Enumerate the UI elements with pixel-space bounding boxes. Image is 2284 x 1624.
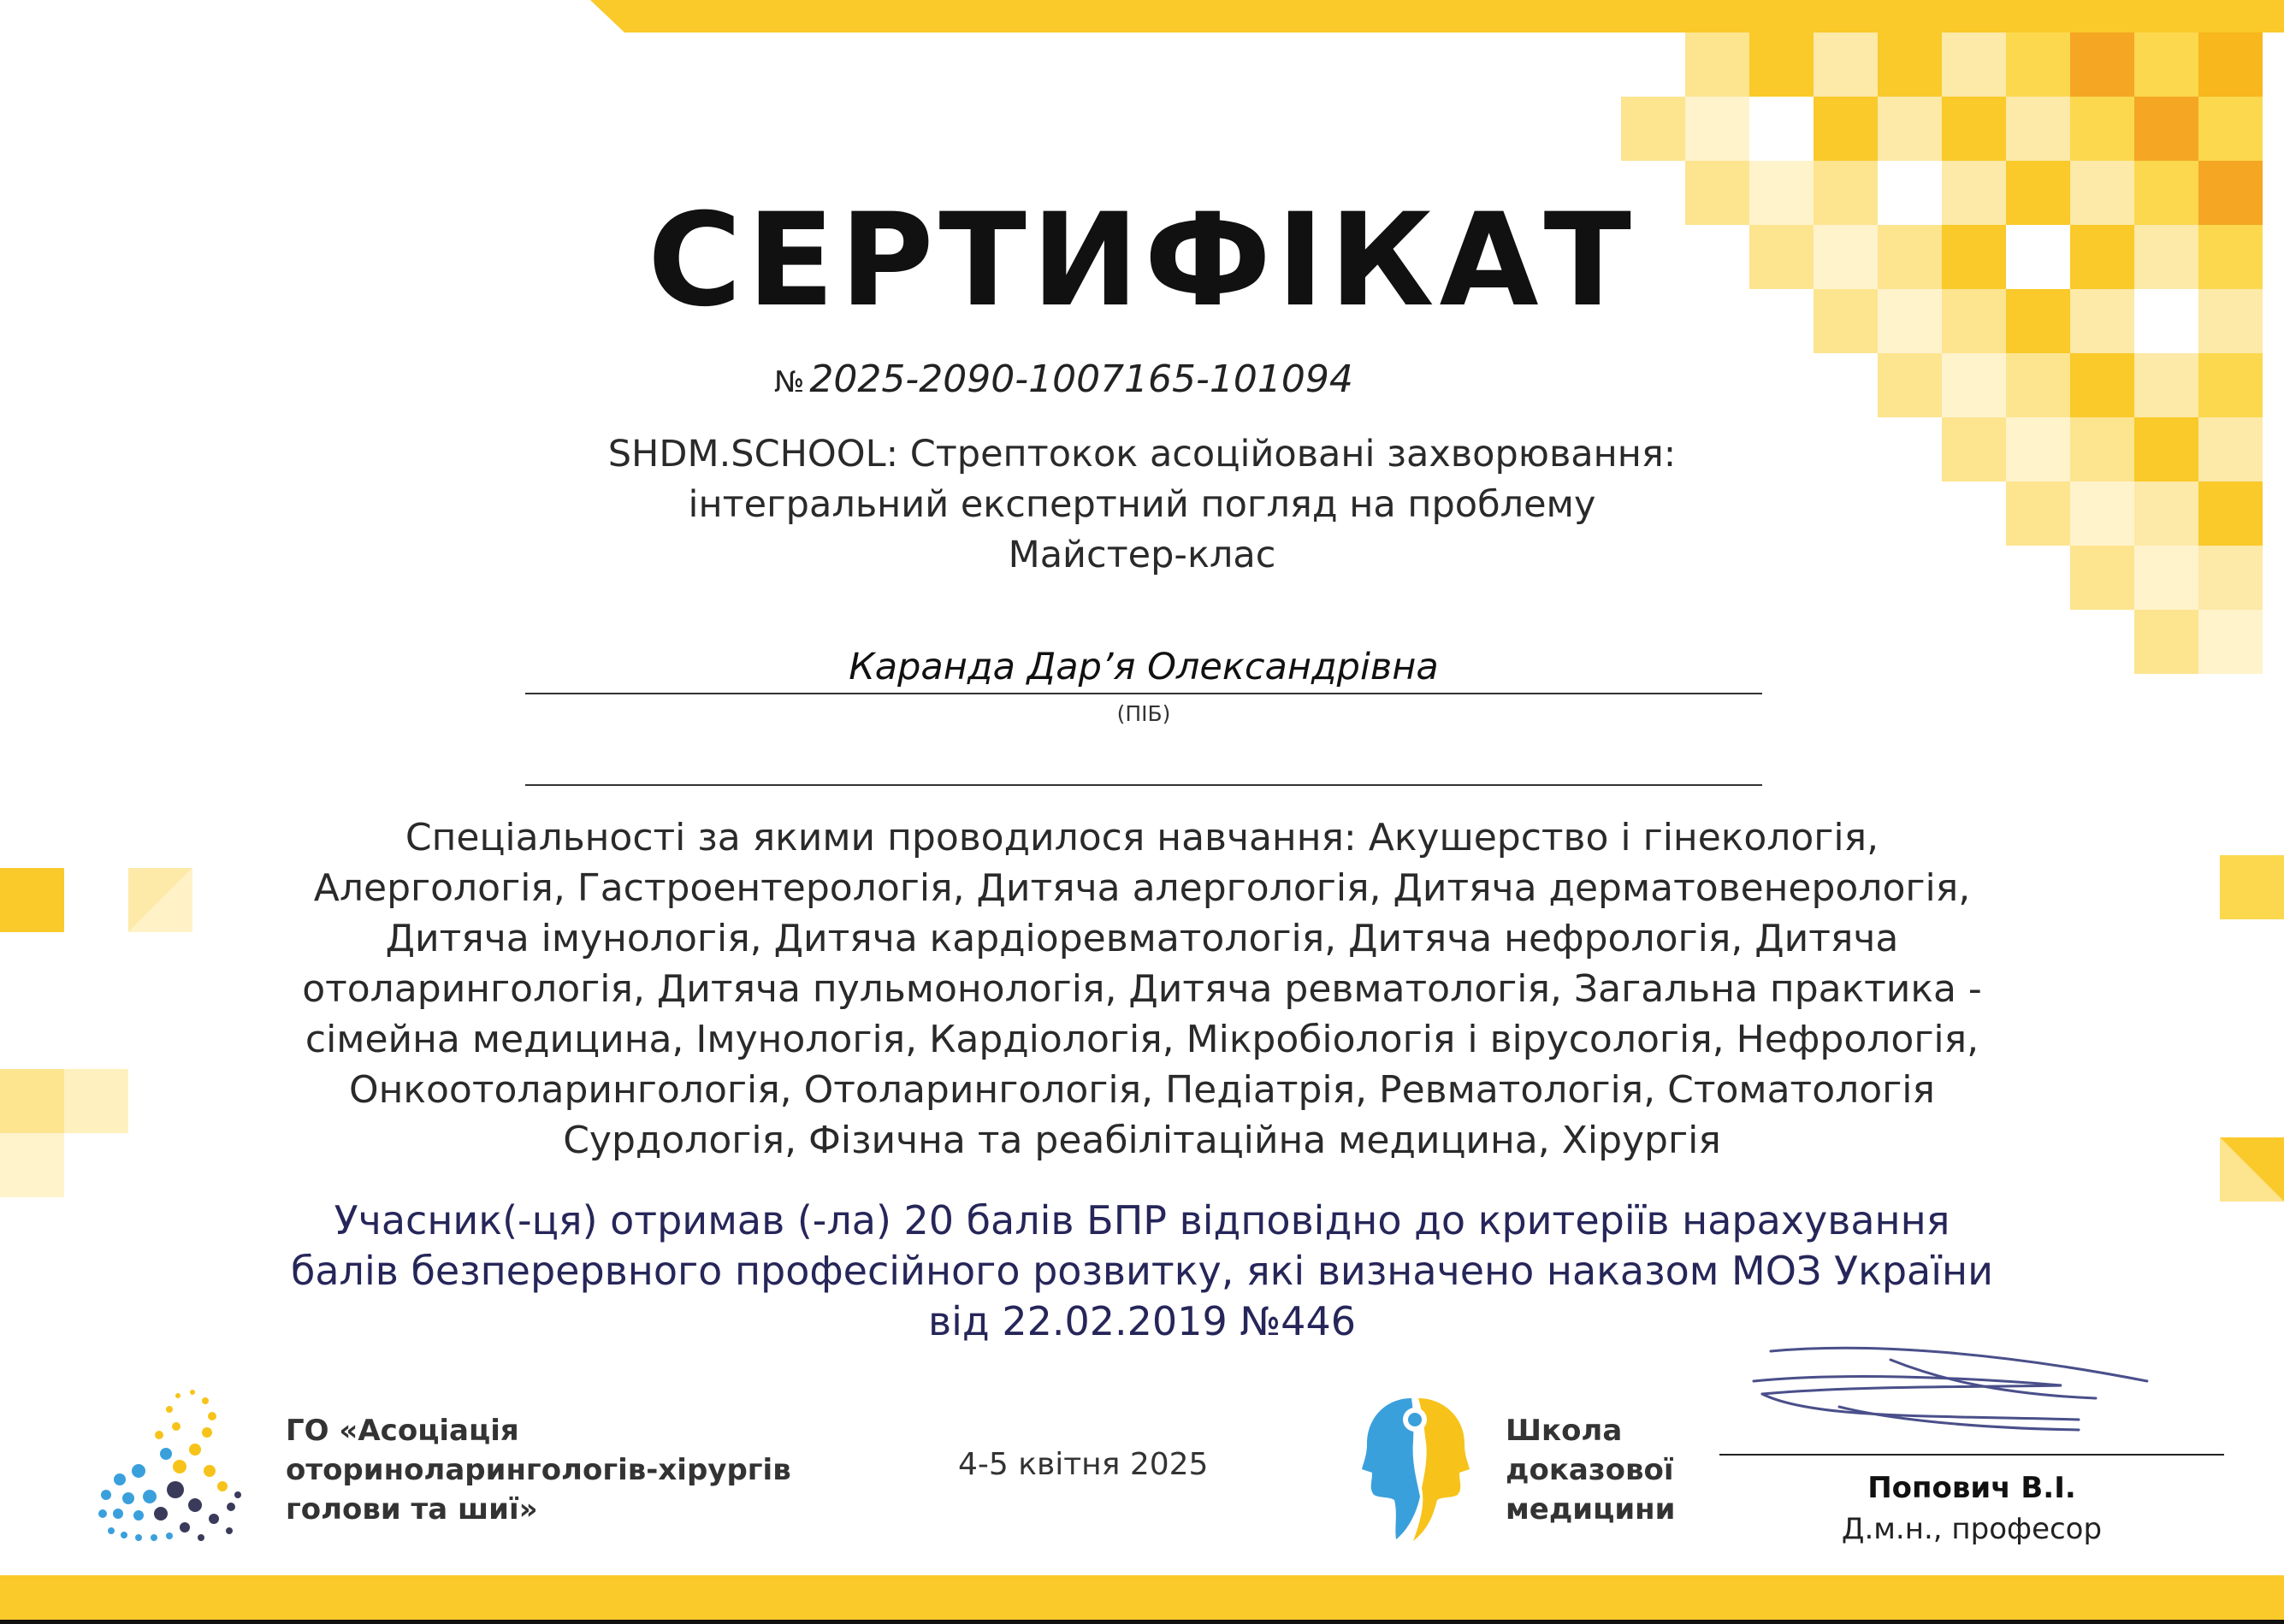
mosaic-tile [2198,610,2263,674]
signatory-name: Попович В.І. [1867,1471,2076,1505]
school-line: доказової [1506,1453,1674,1487]
association-line: оториноларингологів-хірургів [286,1453,791,1487]
specialties-line: Алергологія, Гастроентерологія, Дитяча алергологія, Дитяча дерматовенерологія, [313,866,1971,910]
mosaic-tile [1878,32,1942,97]
bottom-bar [0,1575,2284,1620]
mosaic-tile [1878,97,1942,161]
mosaic-tile [2006,97,2070,161]
credit-line: Учасник(-ця) отримав (-ла) 20 балів БПР відповідно до критеріїв нарахування [334,1197,1950,1243]
specialties-line: Дитяча імунологія, Дитяча кардіоревматологія, Дитяча нефрологія, Дитяча [385,917,1899,960]
mosaic-tile [2070,353,2134,417]
mosaic-tile [2198,353,2263,417]
mosaic-tile [1621,97,1685,161]
association-line: голови та шиї» [286,1492,538,1527]
name-underline [525,693,1762,694]
event-description [0,429,2284,581]
event-date: 4-5 квітня 2025 [958,1447,1209,1482]
name-caption: (ПІБ) [1116,701,1171,726]
school-name [1506,1411,1675,1529]
specialties-line: Спеціальності за якими проводилося навчання: Акушерство і гінекологія, [405,816,1879,859]
specialties-line: отоларингологія, Дитяча пульмонологія, Дитяча ревматологія, Загальна практика - [302,967,1982,1011]
mosaic-tile [1942,97,2006,161]
mosaic-tile [1942,353,2006,417]
mosaic-tile [2134,32,2198,97]
certificate-number-value: 2025-2090-1007165-101094 [809,357,1353,401]
mosaic-tile [1749,32,1814,97]
association-line: ГО «Асоціація [286,1414,519,1448]
mosaic-tile [2134,97,2198,161]
credit-paragraph [171,1196,2113,1347]
mosaic-tile [2198,32,2263,97]
specialties-line: сімейна медицина, Імунологія, Кардіологія, Мікробіологія і вірусологія, Нефрологія, [305,1018,1979,1061]
dots-spiral-logo-icon [94,1385,274,1548]
event-line: інтегральний експертний погляд на проблему [688,483,1596,526]
specialties-line: Сурдологія, Фізична та реабілітаційна медицина, Хірургія [563,1119,1721,1162]
certificate-title: СЕРТИФІКАТ [648,186,1636,335]
mosaic-tile [2070,32,2134,97]
mosaic-tile [2134,610,2198,674]
mosaic-tile [1814,32,1878,97]
event-line: Майстер-клас [1008,534,1276,576]
school-line: медицини [1506,1492,1676,1527]
specialties-paragraph [205,812,2079,1166]
handwritten-signature-icon [1737,1334,2181,1454]
signature-line [1719,1454,2224,1456]
mosaic-tile [1878,353,1942,417]
mosaic-tile [2006,353,2070,417]
credit-line: балів безперервного професійного розвитку, які визначено наказом МОЗ України [291,1248,1993,1294]
certificate-number [774,357,1353,401]
credit-line: від 22.02.2019 №446 [928,1298,1356,1344]
blank-underline [525,784,1762,786]
school-line: Школа [1506,1414,1623,1448]
mosaic-tile [2006,32,2070,97]
participant-name: Каранда Дар’я Олександрівна [849,646,1439,688]
mosaic-tile [2070,97,2134,161]
mosaic-tile [2134,353,2198,417]
event-line: SHDM.SCHOOL: Стрептокок асоційовані захворювання: [607,433,1677,475]
mosaic-tile [1814,97,1878,161]
two-faces-logo-icon [1360,1394,1471,1544]
number-symbol: № [774,365,805,399]
mosaic-tile [1685,32,1749,97]
association-name [286,1411,791,1529]
mosaic-tile [2198,97,2263,161]
mosaic-tile [1685,97,1749,161]
mosaic-tile [1942,32,2006,97]
signatory-title: Д.м.н., професор [1841,1512,2103,1546]
specialties-line: Онкоотоларингологія, Отоларингологія, Педіатрія, Ревматологія, Стоматологія [349,1068,1935,1112]
